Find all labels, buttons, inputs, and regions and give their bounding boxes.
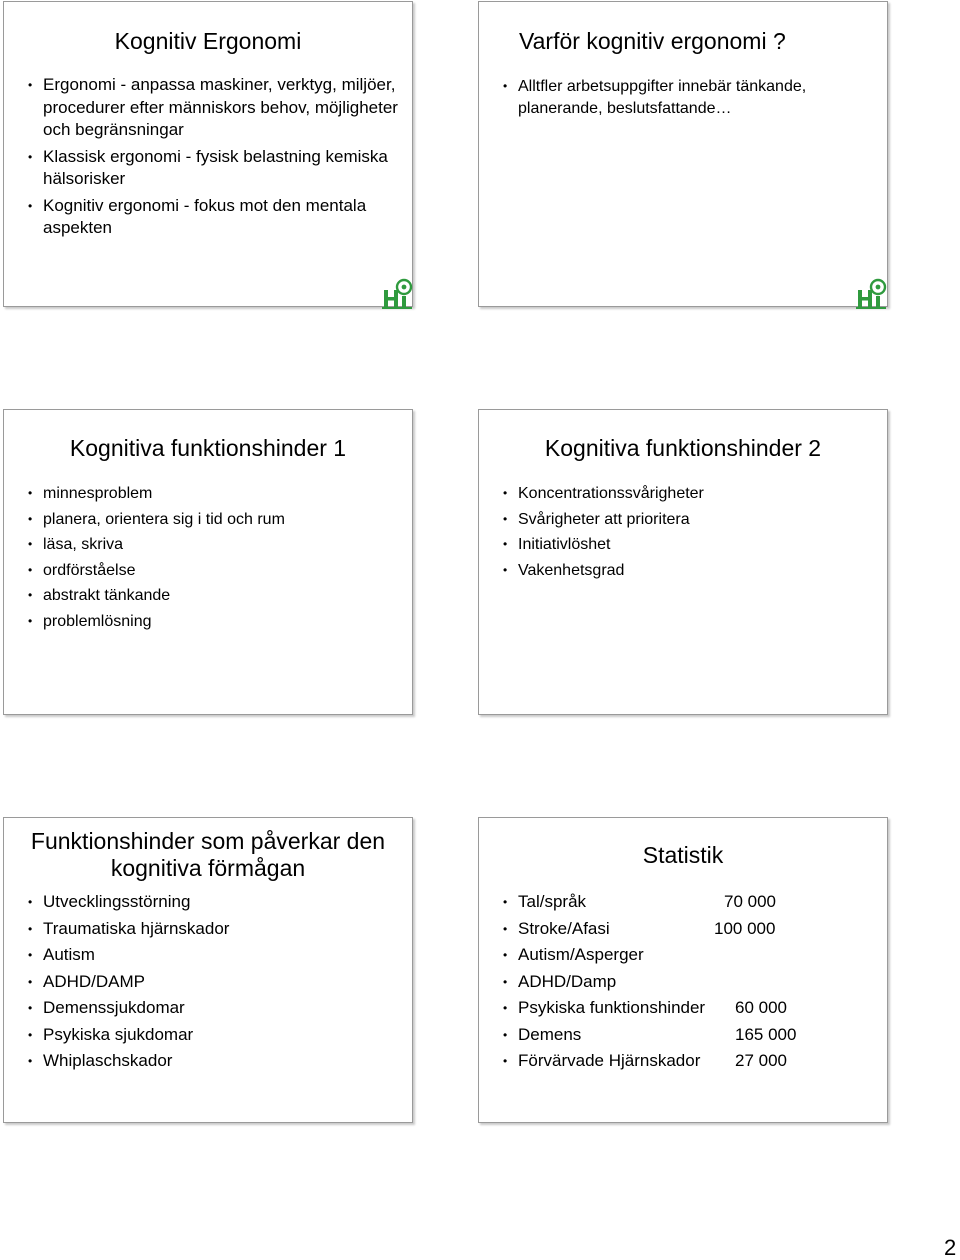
list-item: • Vakenhetsgrad [503, 560, 881, 582]
stat-row [503, 944, 881, 967]
list-item: • Ergonomi - anpassa maskiner, verktyg, miljöer, procedurer efter människors behov, möjligheter och begränsningar [28, 74, 406, 142]
list-item: • Psykiska sjukdomar [28, 1024, 406, 1047]
stat-row [503, 997, 881, 1020]
slide-kognitiva-funktionshinder-2 [478, 409, 888, 715]
stat-value: 100 000 [714, 918, 776, 938]
stat-label: Förvärvade Hjärnskador [518, 1051, 701, 1070]
slide-title: Kognitiv Ergonomi [114, 28, 302, 54]
slide-statistik [478, 817, 888, 1123]
list-item: • abstrakt tänkande [28, 585, 406, 607]
stat-row [503, 1024, 881, 1047]
hi-logo-icon [382, 278, 416, 310]
bullet-list [503, 483, 881, 585]
stat-label: ADHD/Damp [518, 971, 617, 991]
slide-funktionshinder-kognitiva-formagan [3, 817, 413, 1123]
slide-kognitiva-funktionshinder-1 [3, 409, 413, 715]
list-item: • Svårigheter att prioritera [503, 509, 881, 531]
list-item: • Kognitiv ergonomi - fokus mot den mentala aspekten [28, 195, 406, 240]
list-item: • Initiativlöshet [503, 534, 881, 556]
statistics-list [503, 891, 881, 1077]
slide-title-line: Funktionshinder som påverkar den [30, 828, 386, 854]
bullet-list [503, 76, 881, 123]
list-item: • ADHD/DAMP [28, 971, 406, 994]
list-item: • Koncentrationssvårigheter [503, 483, 881, 505]
list-item: • minnesproblem [28, 483, 406, 505]
stat-row [503, 971, 881, 994]
list-item: • problemlösning [28, 611, 406, 633]
stat-row [503, 891, 881, 914]
list-item: • ordförståelse [28, 560, 406, 582]
stat-row [503, 918, 881, 941]
stat-value: 165 000 [735, 1024, 797, 1044]
stat-label: Tal/språk [518, 892, 587, 911]
list-item: • planera, orientera sig i tid och rum [28, 509, 406, 531]
slide-kognitiv-ergonomi [3, 1, 413, 307]
page-number: 2 [944, 1235, 957, 1260]
list-item: • Demenssjukdomar [28, 997, 406, 1020]
bullet-list [28, 483, 406, 636]
list-item: • Utvecklingsstörning [28, 891, 406, 914]
slide-title-line: kognitiva förmågan [110, 855, 306, 881]
stat-label: Autism/Asperger [518, 945, 644, 964]
slide-title: Varför kognitiv ergonomi ? [519, 28, 786, 54]
stat-value: 60 000 [735, 998, 787, 1017]
slide-title [12, 828, 404, 882]
slide-title: Kognitiva funktionshinder 1 [69, 435, 347, 461]
stat-value: 70 000 [724, 892, 776, 911]
list-item: • Alltfler arbetsuppgifter innebär tänkande, planerande, beslutsfattande… [503, 76, 881, 119]
slide-varfor-kognitiv-ergonomi [478, 1, 888, 307]
list-item: • Klassisk ergonomi - fysisk belastning kemiska hälsorisker [28, 146, 406, 191]
list-item: • Traumatiska hjärnskador [28, 918, 406, 941]
stat-label: Psykiska funktionshinder [518, 998, 706, 1017]
list-item: • läsa, skriva [28, 534, 406, 556]
bullet-list [28, 74, 406, 244]
slide-title: Kognitiva funktionshinder 2 [544, 435, 822, 461]
list-item: • Autism [28, 944, 406, 967]
bullet-list [28, 891, 406, 1077]
stat-label: Demens [518, 1024, 582, 1044]
hi-logo-icon [856, 278, 890, 310]
stat-row [503, 1050, 881, 1073]
slide-title: Statistik [642, 842, 724, 868]
list-item: • Whiplaschskador [28, 1050, 406, 1073]
stat-value: 27 000 [735, 1051, 787, 1070]
stat-label: Stroke/Afasi [518, 918, 610, 938]
